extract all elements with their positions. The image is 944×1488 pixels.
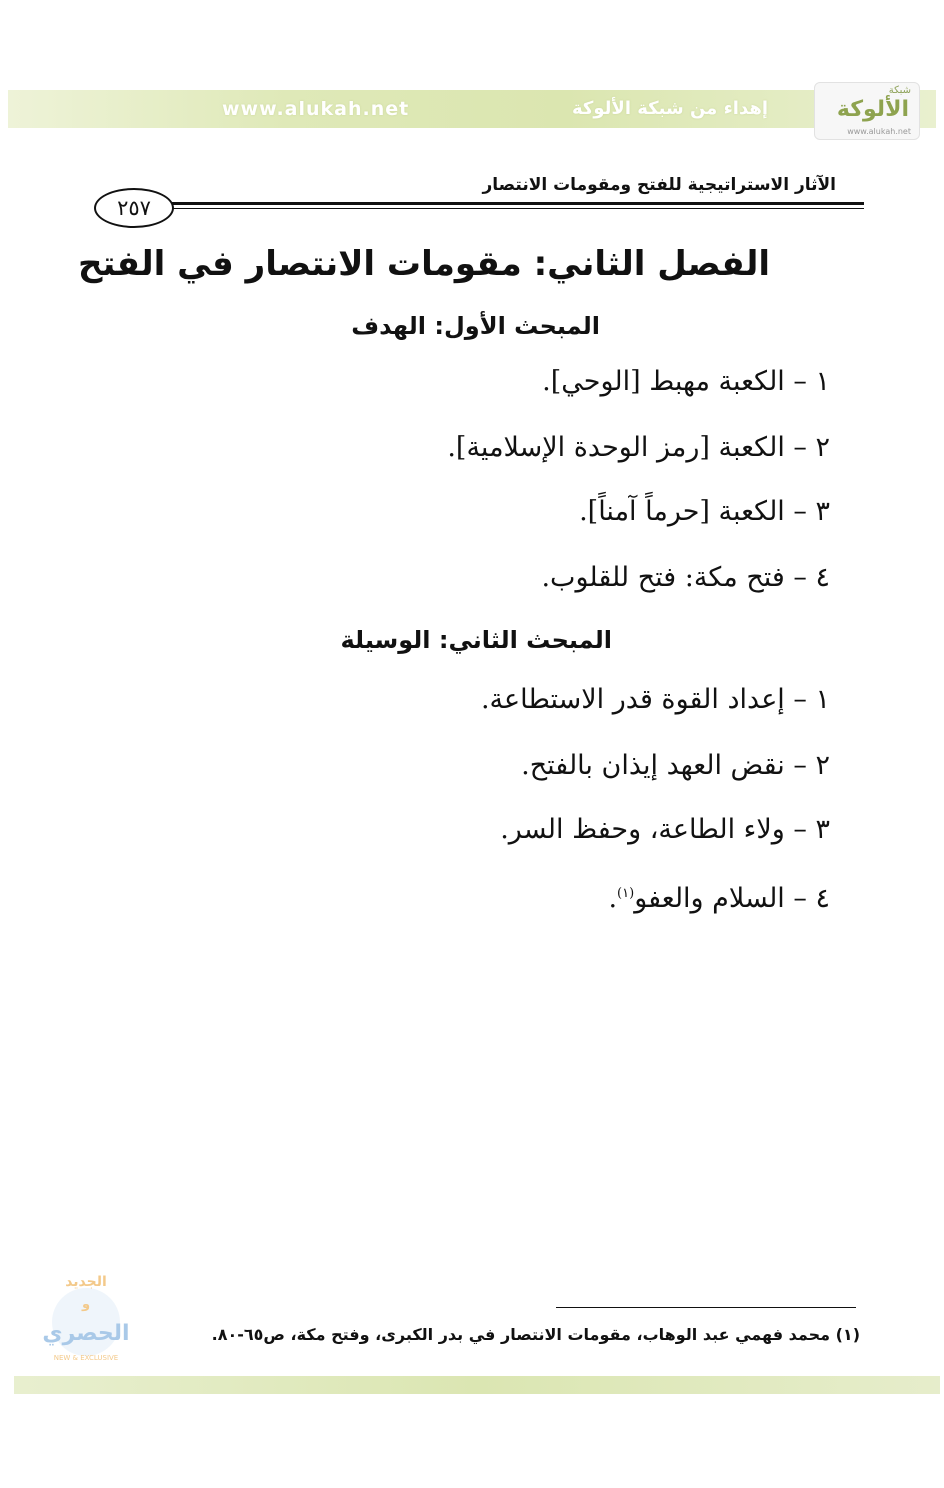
section-title-means: المبحث الثاني: الوسيلة <box>340 626 612 654</box>
list-item-with-footnote <box>180 872 830 916</box>
page-number: ٢٥٧ <box>94 188 174 228</box>
logo-main-text: الألوكة <box>836 97 909 122</box>
list-item: ١ – إعداد القوة قدر الاستطاعة. <box>480 684 830 715</box>
list-item: ٣ – ولاء الطاعة، وحفظ السر. <box>500 814 830 845</box>
top-banner <box>8 90 936 128</box>
section-title-goal: المبحث الأول: الهدف <box>351 312 600 340</box>
watermark-line3: الحصري <box>42 1321 130 1346</box>
watermark-line2: و <box>81 1297 91 1312</box>
chapter-title: الفصل الثاني: مقومات الانتصار في الفتح <box>78 244 770 284</box>
footnote-reference[interactable]: (١) <box>617 886 635 901</box>
footnote-rule <box>556 1307 856 1308</box>
running-head: الآثار الاستراتيجية للفتح ومقومات الانتصار <box>482 175 836 195</box>
list-item: ٣ – الكعبة [حرماً آمناً]. <box>579 496 830 527</box>
bottom-banner <box>14 1376 940 1394</box>
logo-url-text: www.alukah.net <box>847 127 911 136</box>
logo-top-text: شبكة <box>888 85 911 96</box>
banner-gift-text: إهداء من شبكة الألوكة <box>572 98 768 119</box>
list-item: ٤ – فتح مكة: فتح للقلوب. <box>541 562 830 593</box>
banner-url: www.alukah.net <box>222 98 410 120</box>
header-rule-thick <box>170 202 864 205</box>
alukah-logo <box>814 82 920 140</box>
list-item-text: ٤ – السلام والعفو <box>634 883 830 914</box>
new-exclusive-watermark <box>28 1262 144 1366</box>
watermark-line1: الجديد <box>65 1274 107 1290</box>
list-item: ٢ – نقض العهد إيذان بالفتح. <box>521 750 830 781</box>
header-rule-thin <box>170 208 864 209</box>
list-item: ١ – الكعبة مهبط [الوحي]. <box>542 366 830 397</box>
list-item: ٢ – الكعبة [رمز الوحدة الإسلامية]. <box>447 432 830 463</box>
list-item-period: . <box>608 883 618 914</box>
watermark-tagline: NEW & EXCLUSIVE <box>53 1354 119 1362</box>
footnote-text: (١) محمد فهمي عبد الوهاب، مقومات الانتصار في بدر الكبرى، وفتح مكة، ص٦٥-٨٠. <box>211 1325 860 1344</box>
